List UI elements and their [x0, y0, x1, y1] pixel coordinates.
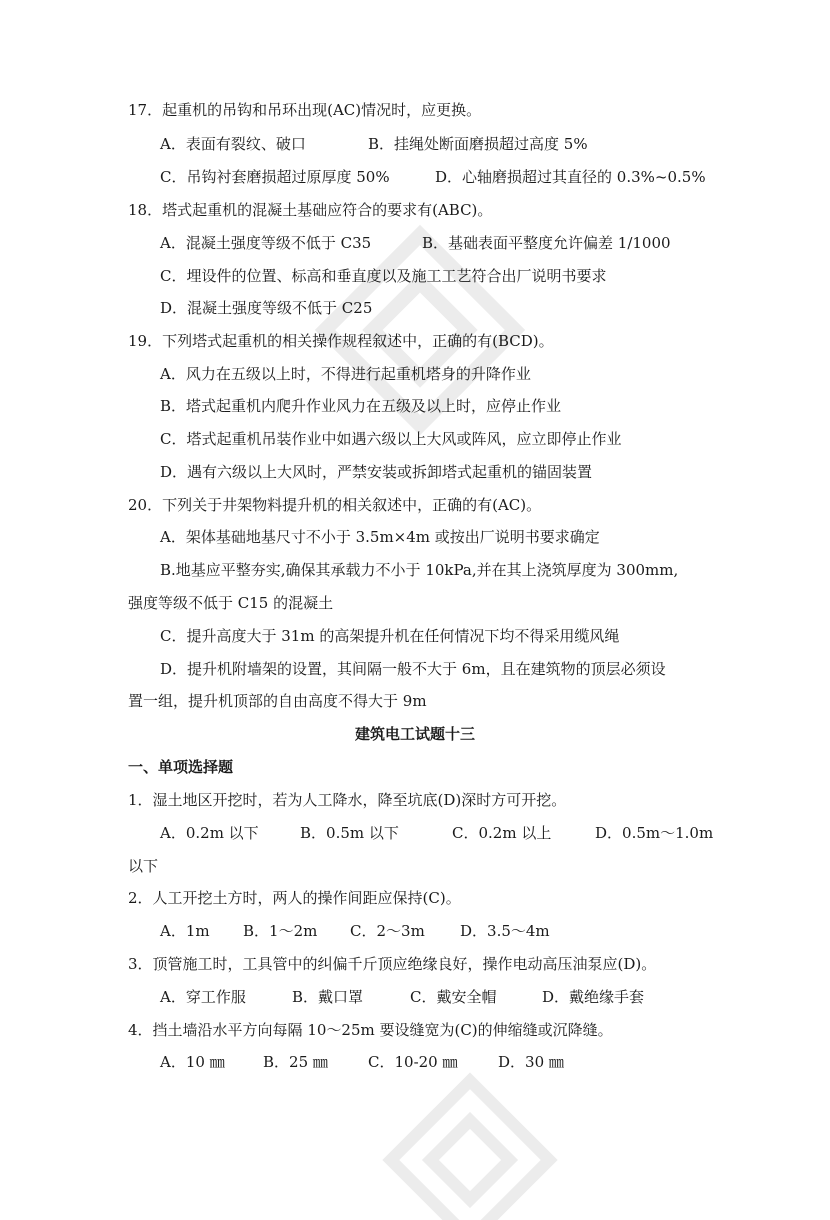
question-19-option-c: C．塔式起重机吊装作业中如遇六级以上大风或阵风，应立即停止作业: [160, 430, 622, 448]
question-19-option-b: B．塔式起重机内爬升作业风力在五级及以上时，应停止作业: [160, 397, 562, 415]
option-d: D．0.5m～1.0m: [595, 824, 714, 842]
option-a: A．表面有裂纹、破口: [160, 135, 306, 153]
option-a: A．混凝土强度等级不低于 C35: [160, 234, 372, 252]
option-a: A．穿工作服: [160, 988, 246, 1006]
option-b: B．1～2m: [243, 922, 318, 940]
option-d: D．心轴磨损超过其直径的 0.3%~0.5%: [435, 168, 706, 186]
option-c: C．10-20 ㎜: [368, 1053, 458, 1071]
question-20-option-c: C．提升高度大于 31m 的高架提升机在任何情况下均不得采用缆风绳: [160, 627, 620, 645]
option-c: C．2～3m: [350, 922, 425, 940]
option-b: B．戴口罩: [292, 988, 364, 1006]
question-19-option-d: D．遇有六级以上大风时，严禁安装或拆卸塔式起重机的锚固装置: [160, 463, 593, 481]
option-a: A．10 ㎜: [160, 1053, 225, 1071]
question-20-option-d-line1: D．提升机附墙架的设置，其间隔一般不大于 6m，且在建筑物的顶层必须设: [160, 660, 666, 678]
question-20-option-b-line2: 强度等级不低于 C15 的混凝土: [128, 594, 334, 612]
option-b: B．25 ㎜: [263, 1053, 328, 1071]
option-d: D．30 ㎜: [498, 1053, 564, 1071]
question-20-option-b-line1: B.地基应平整夯实,确保其承载力不小于 10kPa,并在其上浇筑厚度为 300mm,: [160, 561, 679, 579]
question-20-option-a: A．架体基础地基尺寸不小于 3.5m×4m 或按出厂说明书要求确定: [160, 528, 600, 546]
question-20-stem: 20．下列关于井架物料提升机的相关叙述中，正确的有(AC)。: [128, 496, 542, 514]
question-20-option-d-line2: 置一组，提升机顶部的自由高度不得大于 9m: [128, 692, 427, 710]
question-19-option-a: A．风力在五级以上时，不得进行起重机塔身的升降作业: [160, 365, 531, 383]
option-b: B．基础表面平整度允许偏差 1/1000: [422, 234, 671, 252]
option-d: D．戴绝缘手套: [542, 988, 645, 1006]
single-question-1-option-d-wrap: 以下: [128, 857, 159, 875]
option-b: B．挂绳处断面磨损超过高度 5%: [368, 135, 588, 153]
single-question-2-stem: 2．人工开挖土方时，两人的操作间距应保持(C)。: [128, 889, 461, 907]
option-c: C．戴安全帽: [410, 988, 497, 1006]
section-title: 一、单项选择题: [128, 758, 234, 776]
question-18-option-d: D．混凝土强度等级不低于 C25: [160, 299, 373, 317]
single-question-4-stem: 4．挡土墙沿水平方向每隔 10～25m 要设缝宽为(C)的伸缩缝或沉降缝。: [128, 1021, 613, 1039]
question-18-stem: 18．塔式起重机的混凝土基础应符合的要求有(ABC)。: [128, 201, 493, 219]
question-19-stem: 19．下列塔式起重机的相关操作规程叙述中，正确的有(BCD)。: [128, 332, 554, 350]
option-a: A．1m: [160, 922, 210, 940]
option-a: A．0.2m 以下: [160, 824, 259, 842]
single-question-3-stem: 3．顶管施工时，工具管中的纠偏千斤顶应绝缘良好，操作电动高压油泵应(D)。: [128, 955, 657, 973]
option-b: B．0.5m 以下: [300, 824, 399, 842]
question-17-stem: 17．起重机的吊钩和吊环出现(AC)情况时，应更换。: [128, 101, 482, 119]
option-c: C．0.2m 以上: [452, 824, 552, 842]
option-c: C．吊钩衬套磨损超过原厚度 50%: [160, 168, 390, 186]
document-title: 建筑电工试题十三: [354, 725, 475, 743]
single-question-1-stem: 1．湿土地区开挖时，若为人工降水，降至坑底(D)深时方可开挖。: [128, 791, 567, 809]
option-d: D．3.5～4m: [460, 922, 550, 940]
question-18-option-c: C．埋设件的位置、标高和垂直度以及施工工艺符合出厂说明书要求: [160, 267, 607, 285]
